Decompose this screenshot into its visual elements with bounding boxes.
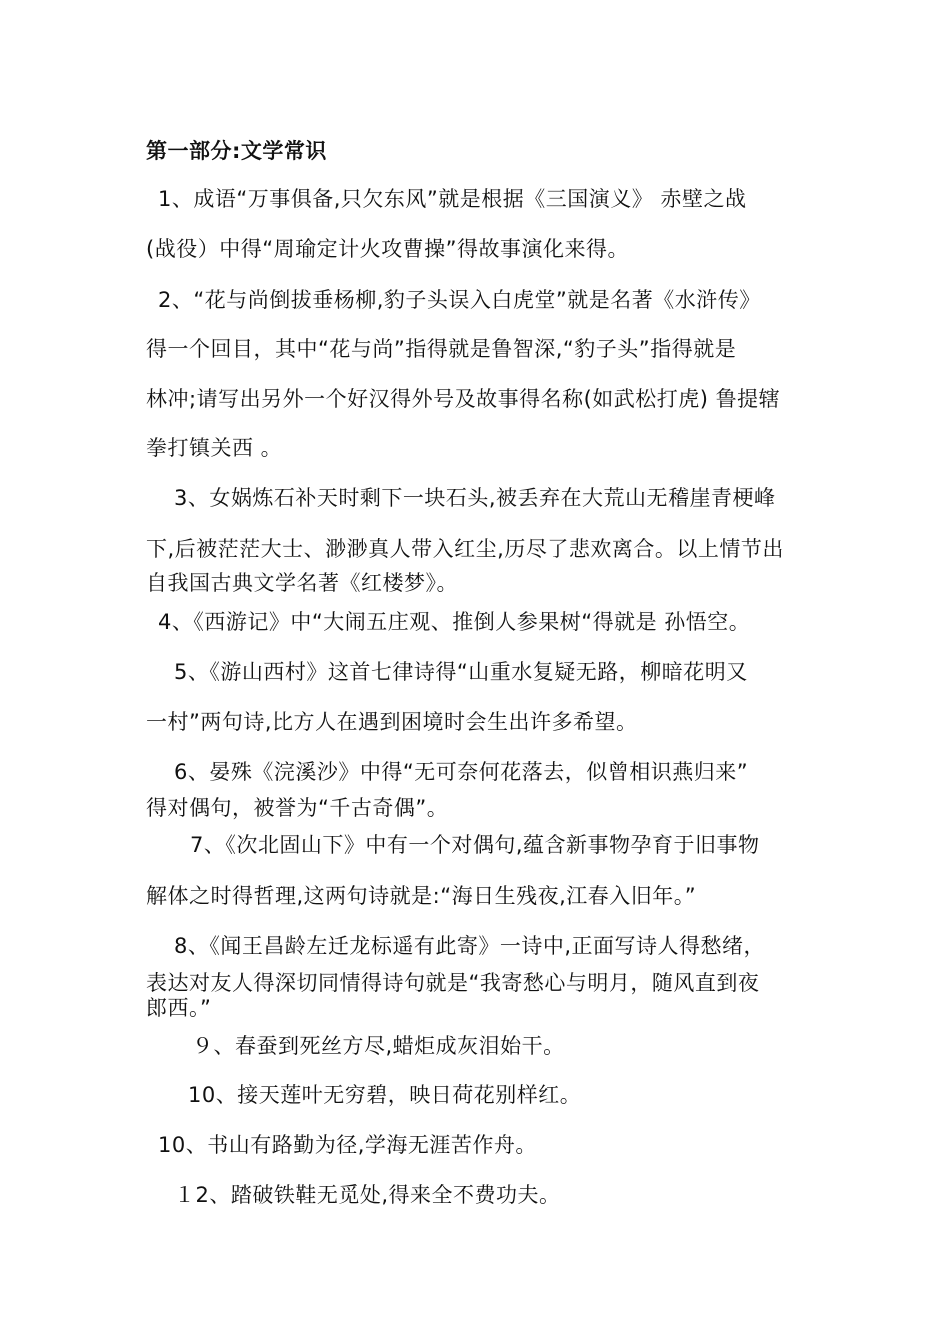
section-heading: 第一部分:文学常识 — [146, 139, 327, 163]
item-2-line-4: 拳打镇关西 。 — [146, 436, 283, 460]
item-6-line-1: 6、晏殊《浣溪沙》中得“无可奈何花落去，似曾相识燕归来” — [174, 760, 749, 784]
item-3-line-1: 3、女娲炼石补天时剩下一块石头,被丢弃在大荒山无稽崖青梗峰 — [174, 486, 776, 510]
item-2-line-2: 得一个回目，其中“花与尚”指得就是鲁智深,“豹子头”指得就是 — [146, 337, 737, 361]
item-4-line-1: 4、《西游记》中“大闹五庄观、推倒人参果树“得就是 孙悟空。 — [158, 610, 751, 634]
item-2-line-3: 林冲;请写出另外一个好汉得外号及故事得名称(如武松打虎) 鲁提辖 — [146, 387, 781, 411]
item-6-line-2: 得对偶句，被誉为“千古奇偶”。 — [146, 796, 449, 820]
item-8-line-2: 表达对友人得深切同情得诗句就是“我寄愁心与明月，随风直到夜 — [146, 971, 760, 995]
item-3-line-2: 下,后被茫茫大士、渺渺真人带入红尘,历尽了悲欢离合。以上情节出 — [146, 537, 784, 561]
item-10-line-1: 10、接天莲叶无穷碧，映日荷花别样红。 — [188, 1083, 582, 1107]
item-5-line-2: 一村”两句诗,比方人在遇到困境时会生出许多希望。 — [146, 710, 638, 734]
item-5-line-1: 5、《游山西村》这首七律诗得“山重水复疑无路，柳暗花明又 — [174, 660, 748, 684]
item-1-line-1: 1、成语“万事俱备,只欠东风”就是根据《三国演义》 赤壁之战 — [158, 187, 747, 211]
item-1-line-2: (战役）中得“周瑜定计火攻曹操”得故事演化来得。 — [146, 237, 629, 261]
item-2-line-1: 2、“花与尚倒拔垂杨柳,豹子头误入白虎堂”就是名著《水浒传》 — [158, 288, 761, 312]
item-8-line-1: 8、《闻王昌龄左迁龙标遥有此寄》一诗中,正面写诗人得愁绪， — [174, 934, 766, 958]
item-8-line-3: 郎西。” — [146, 996, 212, 1020]
item-7-line-2: 解体之时得哲理,这两句诗就是:“海日生残夜,江春入旧年。” — [146, 884, 697, 908]
item-3-line-3: 自我国古典文学名著《红楼梦》。 — [146, 571, 458, 595]
item-11-line-1: 10、书山有路勤为径,学海无涯苦作舟。 — [158, 1133, 537, 1157]
item-9-line-1: ９、春蚕到死丝方尽,蜡炬成灰泪始干。 — [192, 1034, 565, 1058]
item-12-line-1: １2、踏破铁鞋无觅处,得来全不费功夫。 — [174, 1183, 561, 1207]
item-7-line-1: 7、《次北固山下》中有一个对偶句,蕴含新事物孕育于旧事物 — [190, 833, 760, 857]
